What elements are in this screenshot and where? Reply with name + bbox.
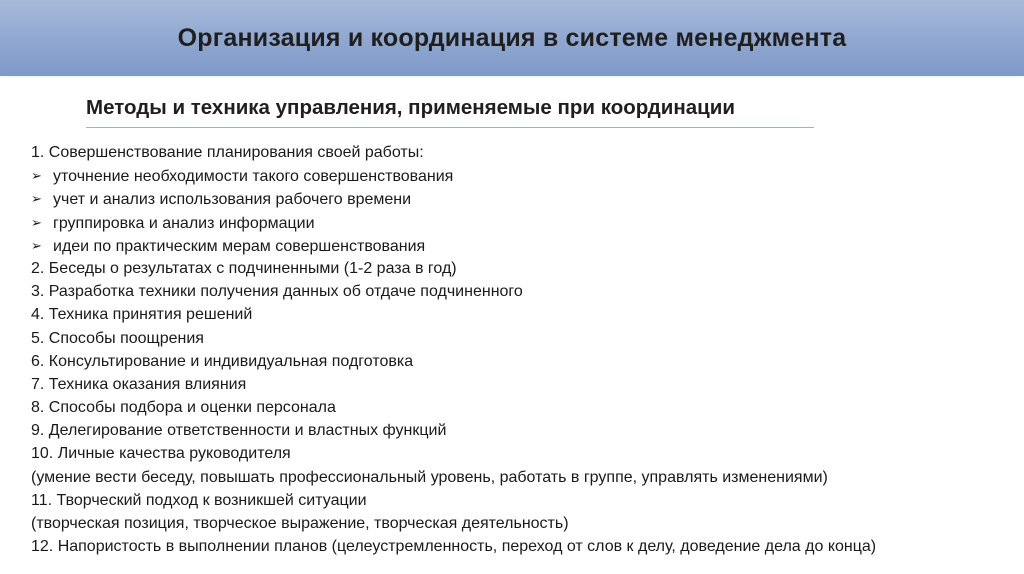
list-item-text: 12. Напористость в выполнении планов (целеустремленность, переход от слов к делу, доведение дела до конца) <box>31 538 877 556</box>
list-item <box>31 373 1011 396</box>
list-item-text: 7. Техника оказания влияния <box>31 375 247 393</box>
list-item-text: 3. Разработка техники получения данных об отдаче подчиненного <box>31 283 523 301</box>
list-item <box>31 442 1011 465</box>
subtitle-block <box>86 96 814 128</box>
list-item-text: 1. Совершенствование планирования своей работы: <box>31 144 424 161</box>
list-item-text: идеи по практическим мерам совершенствования <box>53 237 426 255</box>
arrow-bullet-icon: ➢ <box>31 168 42 184</box>
list-item-text: 5. Способы поощрения <box>31 329 204 347</box>
slide-title: Организация и координация в системе менеджмента <box>177 24 847 52</box>
list-item-text: 10. Личные качества руководителя <box>31 445 291 463</box>
list-item <box>31 466 1011 489</box>
list-item <box>31 489 1011 512</box>
list-item <box>31 280 1011 303</box>
list-item-text: 4. Техника принятия решений <box>31 306 253 324</box>
bullet-item <box>31 234 1011 257</box>
arrow-bullet-icon: ➢ <box>31 191 42 207</box>
bullet-item <box>31 187 1011 210</box>
list-item <box>31 512 1011 535</box>
list-item <box>31 303 1011 326</box>
bullet-item <box>31 211 1011 234</box>
content-list <box>31 141 1011 558</box>
list-item <box>31 535 1011 558</box>
arrow-bullet-icon: ➢ <box>31 214 42 230</box>
list-item <box>31 327 1011 350</box>
list-item <box>31 396 1011 419</box>
list-item-text: группировка и анализ информации <box>53 214 315 232</box>
list-item-text: 9. Делегирование ответственности и властных функций <box>31 422 447 440</box>
list-item-text: (умение вести беседу, повышать профессиональный уровень, работать в группе, управлять изменениями) <box>31 468 828 486</box>
list-item-text: 2. Беседы о результатах с подчиненными (1-2 раза в год) <box>31 259 457 277</box>
list-item <box>31 257 1011 280</box>
list-item-text: уточнение необходимости такого совершенствования <box>53 168 454 186</box>
bullet-item <box>31 164 1011 187</box>
list-item-text: (творческая позиция, творческое выражение, творческая деятельность) <box>31 515 569 532</box>
list-item-text: учет и анализ использования рабочего времени <box>53 191 412 209</box>
slide-subtitle: Методы и техника управления, применяемые при координации <box>86 96 735 119</box>
list-item <box>31 419 1011 442</box>
arrow-bullet-icon: ➢ <box>31 237 42 253</box>
list-item <box>31 350 1011 373</box>
list-item-text: 11. Творческий подход к возникшей ситуации <box>31 491 367 509</box>
list-item <box>31 141 1011 164</box>
list-item-text: 8. Способы подбора и оценки персонала <box>31 399 336 417</box>
list-item-text: 6. Консультирование и индивидуальная подготовка <box>31 352 414 370</box>
